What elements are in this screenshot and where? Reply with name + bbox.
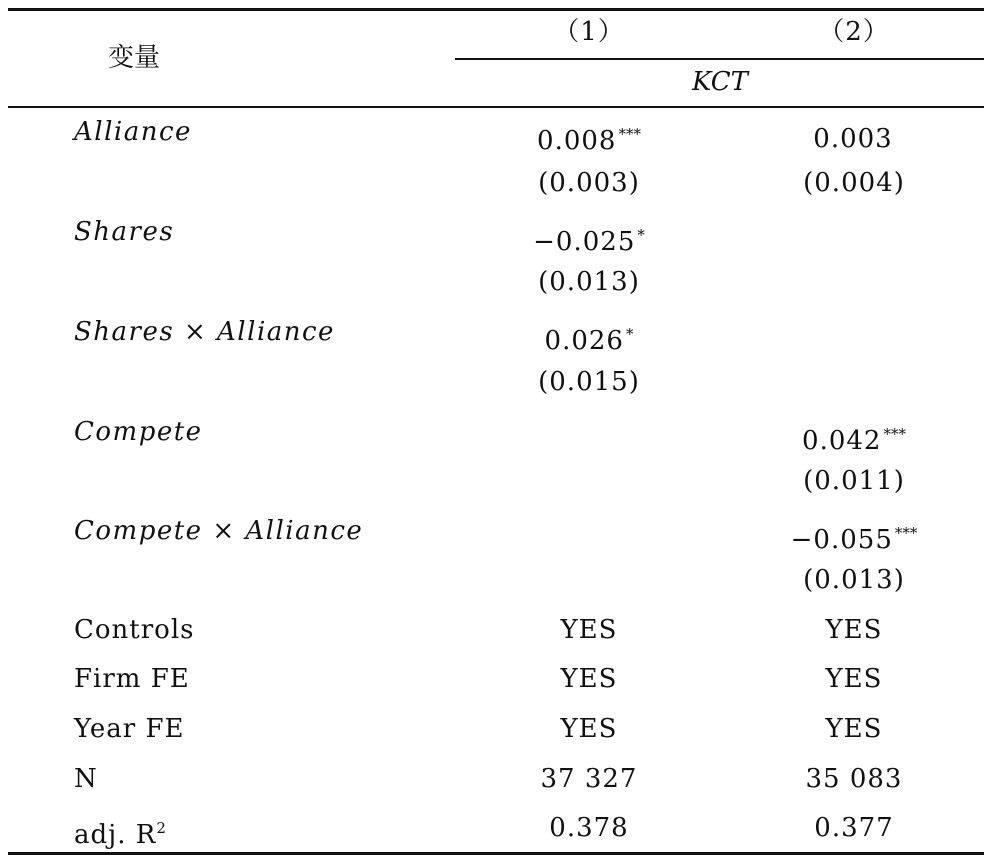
coef-compete-col2: 0.042 ***	[802, 425, 906, 456]
se-shares-x-alliance-col1: (0.015)	[538, 367, 640, 397]
column-2-header: （2）	[818, 17, 890, 47]
dependent-variable-header: KCT	[692, 67, 748, 97]
table-top-rule	[8, 8, 984, 11]
coef-compete-x-alliance-col1	[489, 517, 689, 556]
table-bottom-rule	[8, 852, 984, 855]
stat-label-controls: Controls	[74, 615, 195, 645]
variable-header: 变量	[108, 43, 161, 73]
se-compete-col2: (0.011)	[803, 466, 905, 496]
stat-label-firm-fe: Firm FE	[74, 664, 190, 694]
stat-year-fe-col2: YES	[825, 714, 883, 744]
stat-label-n: N	[74, 764, 98, 794]
se-alliance-col2: (0.004)	[803, 168, 905, 198]
column-1-header: （1）	[553, 17, 625, 47]
stat-controls-col1: YES	[560, 615, 618, 645]
stat-n-col2: 35 083	[805, 764, 903, 794]
stat-n-col1: 37 327	[540, 764, 638, 794]
row-label-shares: Shares	[74, 217, 175, 247]
row-label-shares-x-alliance: Shares × Alliance	[74, 317, 335, 347]
stat-label-adj-r2: adj. $R^2$	[74, 819, 167, 850]
coef-compete-x-alliance-col2: −0.055 ***	[790, 524, 918, 555]
se-alliance-col1: (0.003)	[538, 168, 640, 198]
se-compete-x-alliance-col2: (0.013)	[803, 565, 905, 595]
stat-year-fe-col1: YES	[560, 714, 618, 744]
stat-firm-fe-col1: YES	[560, 664, 618, 694]
stat-firm-fe-col2: YES	[825, 664, 883, 694]
stat-label-year-fe: Year FE	[74, 714, 185, 744]
header-bottom-rule	[8, 106, 984, 108]
coef-shares-col2	[754, 219, 954, 258]
row-label-compete: Compete	[74, 417, 203, 447]
column-group-rule	[455, 58, 984, 60]
stat-controls-col2: YES	[825, 615, 883, 645]
se-shares-col1: (0.013)	[538, 267, 640, 297]
row-label-compete-x-alliance: Compete × Alliance	[74, 516, 364, 546]
coef-shares-x-alliance-col1: 0.026 *	[544, 325, 634, 356]
coef-alliance-col1: 0.008 ***	[537, 125, 641, 156]
coef-shares-col1: −0.025 *	[533, 226, 645, 257]
stat-adj-r2-col1: 0.378	[549, 813, 629, 843]
coef-alliance-col2: 0.003	[813, 124, 893, 154]
stat-adj-r2-col2: 0.377	[814, 813, 894, 843]
row-label-alliance: Alliance	[74, 117, 192, 147]
coef-compete-col1	[489, 418, 689, 457]
coef-shares-x-alliance-col2	[754, 318, 954, 357]
